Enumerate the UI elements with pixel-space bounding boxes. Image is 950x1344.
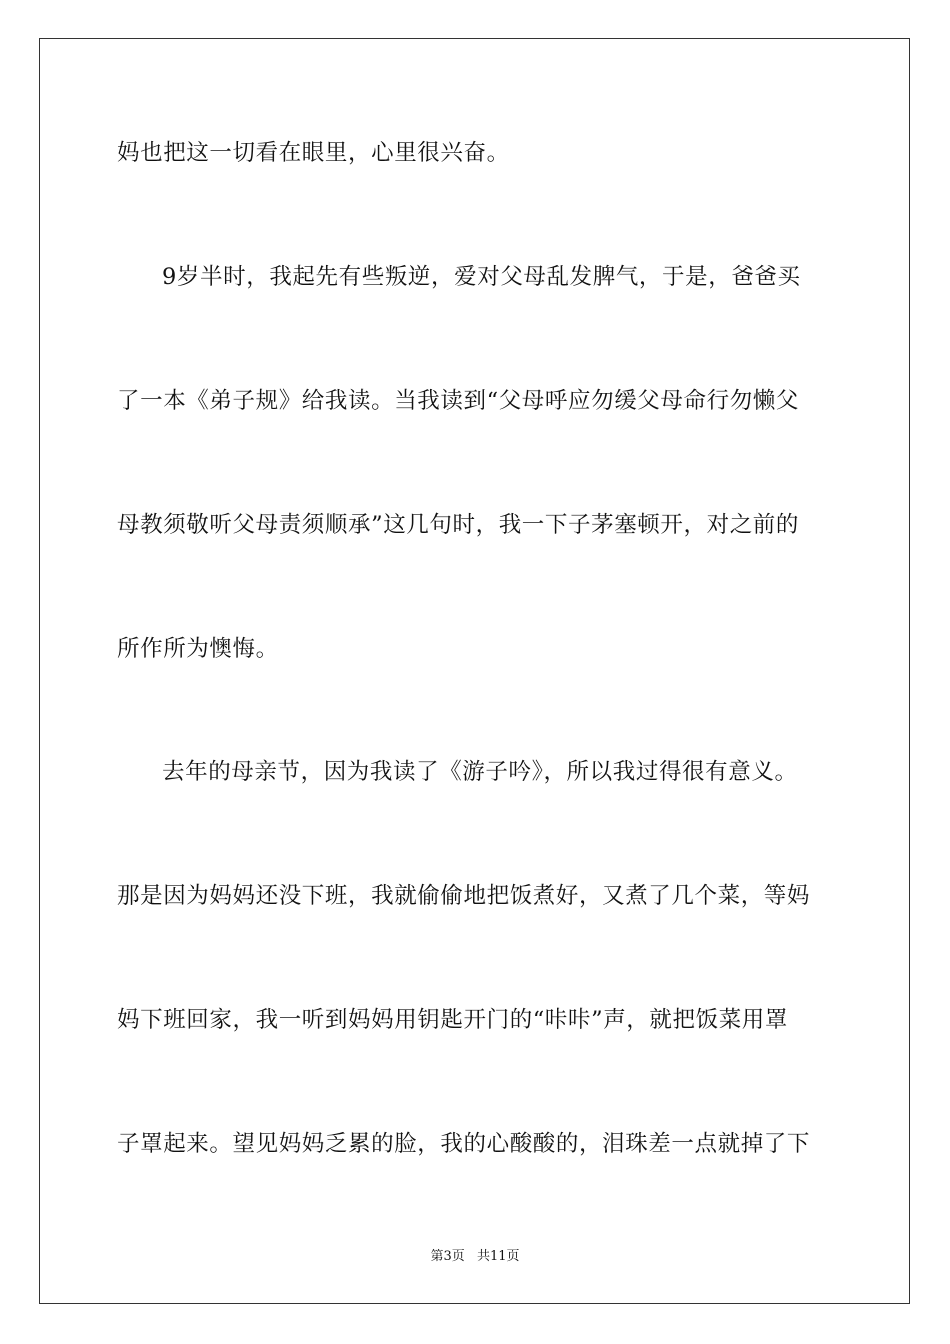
text-line: 母教须敬听父母责须顺承”这几句时，我一下子茅塞顿开，对之前的: [117, 512, 800, 538]
text-line: 那是因为妈妈还没下班，我就偷偷地把饭煮好，又煮了几个菜，等妈: [117, 883, 811, 909]
page-footer: [0, 1248, 950, 1266]
page-border: [39, 38, 910, 1304]
text-line: 所作所为懊悔。: [117, 636, 279, 662]
total-pages: 共11页: [476, 1249, 520, 1264]
text-line: 妈也把这一切看在眼里，心里很兴奋。: [117, 140, 510, 166]
text-line: 妈下班回家，我一听到妈妈用钥匙开门的“咔咔”声，就把饭菜用罩: [117, 1007, 789, 1033]
paragraph-start-line: 去年的母亲节，因为我读了《游子吟》，所以我过得很有意义。: [162, 759, 798, 785]
paragraph-start-line: 9岁半时，我起先有些叛逆，爱对父母乱发脾气，于是，爸爸买: [162, 264, 801, 290]
text-line: 了一本《弟子规》给我读。当我读到“父母呼应勿缓父母命行勿懒父: [117, 388, 800, 414]
page-number: 第3页: [430, 1249, 465, 1264]
text-line: 子罩起来。望见妈妈乏累的脸，我的心酸酸的，泪珠差一点就掉了下: [117, 1131, 811, 1157]
